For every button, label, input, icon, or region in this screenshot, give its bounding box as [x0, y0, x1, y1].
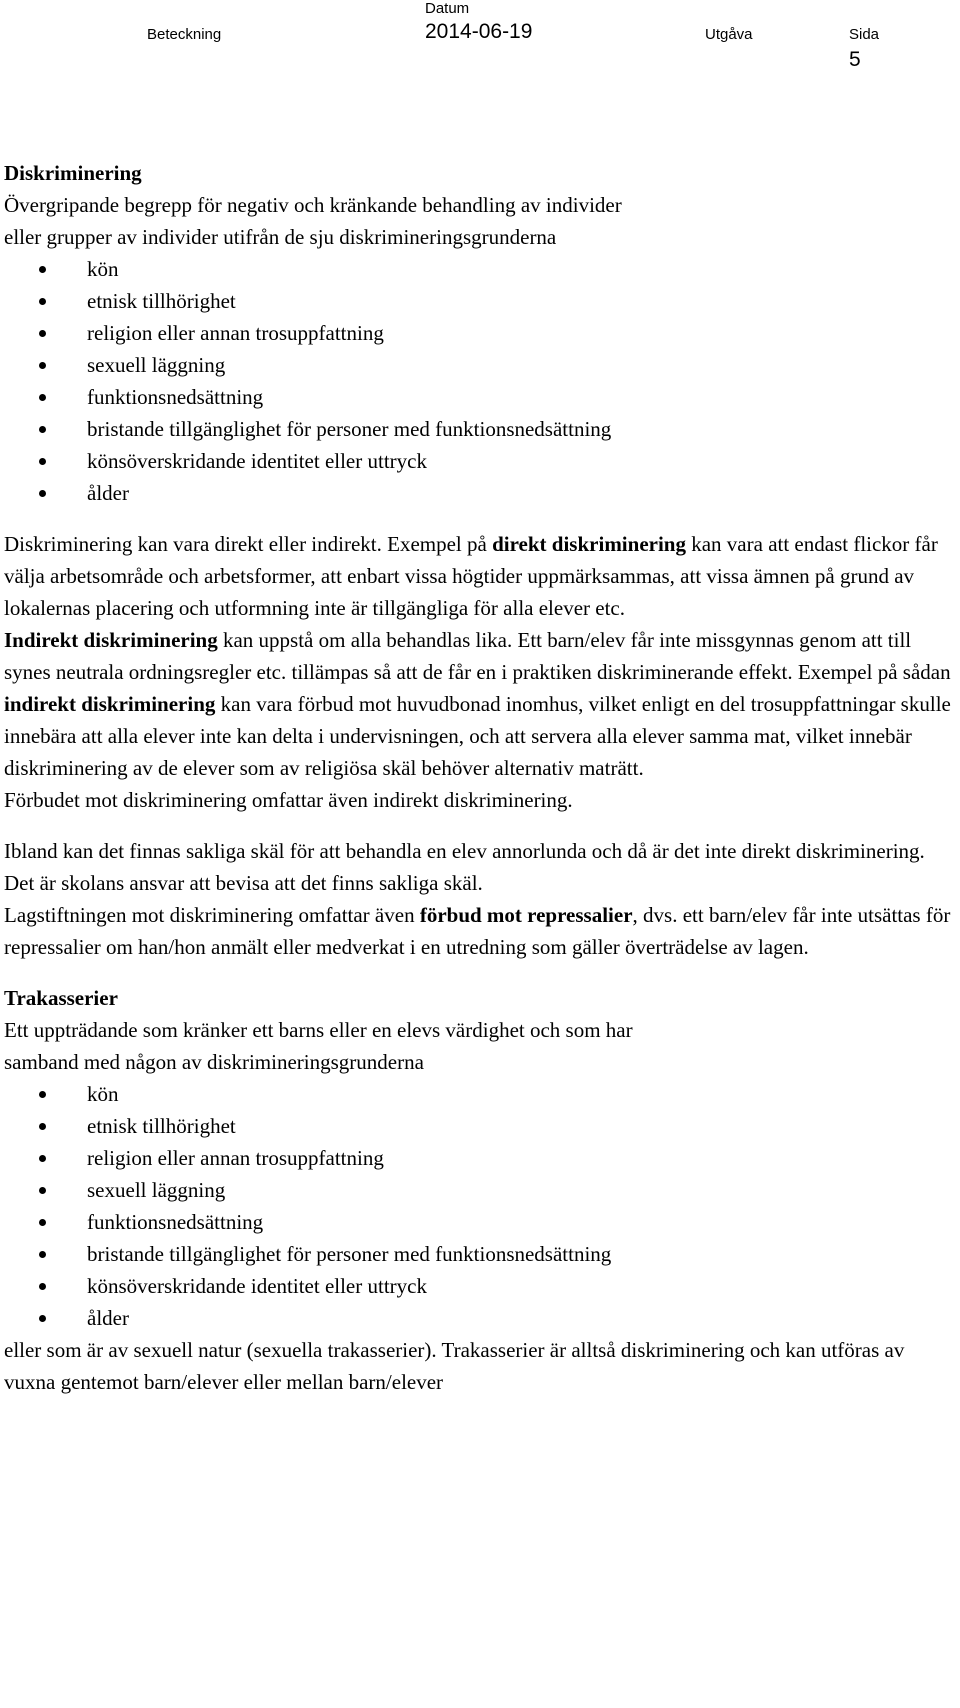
list-item: sexuell läggning	[4, 349, 954, 381]
bullet-icon	[39, 394, 46, 401]
bullet-icon	[39, 362, 46, 369]
list-item: religion eller annan trosuppfattning	[4, 317, 954, 349]
list-item: kön	[4, 253, 954, 285]
paragraph-objective-reasons: Ibland kan det finnas sakliga skäl för att behandla en elev annorlunda och då är det inte direkt diskriminering. Det är skolans ansvar att bevisa att det finns sakliga skäl.	[4, 839, 925, 895]
list-item: sexuell läggning	[4, 1174, 954, 1206]
list-item: religion eller annan trosuppfattning	[4, 1142, 954, 1174]
bullet-icon	[39, 330, 46, 337]
grounds-list-discrimination	[4, 253, 954, 509]
bullet-icon	[39, 490, 46, 497]
intro-line: Ett uppträdande som kränker ett barns eller en elevs värdighet och som har	[4, 1018, 633, 1042]
page-number: 5	[849, 48, 861, 71]
bullet-icon	[39, 1187, 46, 1194]
paragraph-direct-indirect: Diskriminering kan vara direkt eller indirekt. Exempel på direkt diskriminering kan vara att endast flickor får välja arbetsområde och arbetsformer, att enbart vissa högtider uppmärksammas, att vissa ämnen på grund av lokalernas placering och utformning inte är tillgängliga för alla elever etc.	[4, 532, 938, 620]
paragraph-harassment-outro: eller som är av sexuell natur (sexuella trakasserier). Trakasserier är alltså diskriminering och kan utföras av vuxna gentemot barn/elever eller mellan barn/elever	[4, 1338, 905, 1394]
bullet-icon	[39, 426, 46, 433]
utgava-label: Utgåva	[705, 26, 753, 43]
list-item: ålder	[4, 1302, 954, 1334]
bullet-icon	[39, 1219, 46, 1226]
bullet-icon	[39, 1155, 46, 1162]
paragraph-reprisals: Lagstiftningen mot diskriminering omfattar även förbud mot repressalier, dvs. ett barn/elev får inte utsättas för repressalier om han/hon anmält eller medverkat i en utredning som gäller överträdelse av lagen.	[4, 903, 951, 959]
list-item: kön	[4, 1078, 954, 1110]
bullet-icon	[39, 1123, 46, 1130]
list-item: etnisk tillhörighet	[4, 1110, 954, 1142]
list-item: bristande tillgänglighet för personer med funktionsnedsättning	[4, 1238, 954, 1270]
sida-label: Sida	[849, 26, 880, 43]
list-item: bristande tillgänglighet för personer med funktionsnedsättning	[4, 413, 954, 445]
bullet-icon	[39, 298, 46, 305]
bullet-icon	[39, 1283, 46, 1290]
document-body	[4, 157, 954, 1398]
list-item: funktionsnedsättning	[4, 381, 954, 413]
datum-label: Datum	[425, 0, 470, 17]
intro-line: eller grupper av individer utifrån de sju diskrimineringsgrunderna	[4, 225, 557, 249]
bullet-icon	[39, 1091, 46, 1098]
document-date: 2014-06-19	[425, 20, 533, 43]
list-item: könsöverskridande identitet eller uttryck	[4, 445, 954, 477]
list-item: ålder	[4, 477, 954, 509]
intro-line: samband med någon av diskrimineringsgrunderna	[4, 1050, 424, 1074]
paragraph-indirect-ban: Förbudet mot diskriminering omfattar även indirekt diskriminering.	[4, 788, 573, 812]
list-item: könsöverskridande identitet eller uttryck	[4, 1270, 954, 1302]
bullet-icon	[39, 266, 46, 273]
section-heading-diskriminering: Diskriminering	[4, 161, 142, 185]
paragraph-indirect: Indirekt diskriminering kan uppstå om alla behandlas lika. Ett barn/elev får inte missgynnas genom att till synes neutrala ordningsregler etc. tillämpas så att de får en i praktiken diskriminerande effekt. Exempel på sådan indirekt diskriminering kan vara förbud mot huvudbonad inomhus, vilket enligt en del trosuppfattningar skulle innebära att alla elever inte kan delta i undervisningen, och att servera alla elever samma mat, vilket innebär diskriminering av de elever som av religiösa skäl behöver alternativ maträtt.	[4, 628, 951, 780]
beteckning-label: Beteckning	[147, 26, 222, 43]
grounds-list-harassment	[4, 1078, 954, 1334]
bullet-icon	[39, 1251, 46, 1258]
intro-line: Övergripande begrepp för negativ och kränkande behandling av individer	[4, 193, 622, 217]
list-item: funktionsnedsättning	[4, 1206, 954, 1238]
bullet-icon	[39, 458, 46, 465]
list-item: etnisk tillhörighet	[4, 285, 954, 317]
bullet-icon	[39, 1315, 46, 1322]
section-heading-trakasserier: Trakasserier	[4, 986, 118, 1010]
